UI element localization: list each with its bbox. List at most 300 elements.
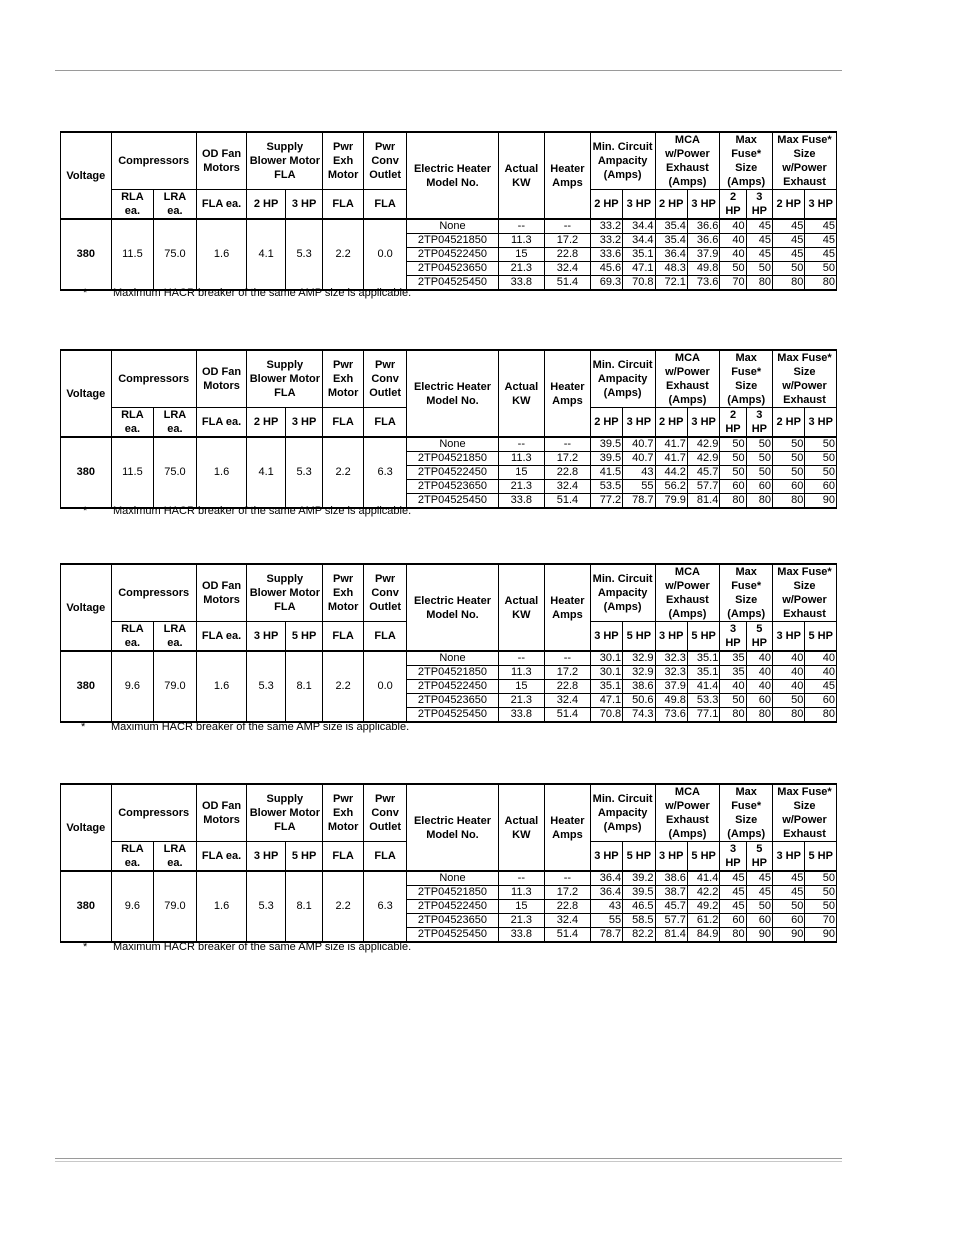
mca-b-cell: 81.4 (687, 494, 719, 509)
min-circuit-a-cell: 39.5 (590, 437, 622, 452)
heater-model-header: Electric Heater Model No. (407, 784, 498, 871)
max-fuse-pe-a-cell: 50 (773, 437, 805, 452)
actual-kw-cell: -- (498, 871, 545, 886)
max-fuse-pe-b-cell: 50 (805, 871, 837, 886)
max-fuse-pe-a-cell: 50 (773, 262, 805, 276)
heater-model-cell: 2TP04523650 (407, 480, 498, 494)
heater-model-header: Electric Heater Model No. (407, 132, 498, 219)
min-circuit-hp-b-subheader: 5 HP (623, 842, 655, 872)
mca-hp-b-subheader: 3 HP (687, 190, 719, 220)
max-fuse-b-cell: 80 (746, 494, 772, 509)
electrical-data-table-2 (60, 349, 837, 509)
actual-kw-cell: 15 (498, 900, 545, 914)
min-circuit-a-cell: 55 (590, 914, 622, 928)
heater-model-cell: 2TP04522450 (407, 680, 498, 694)
voltage-value: 380 (61, 651, 112, 722)
heater-model-cell: 2TP04525450 (407, 928, 498, 943)
voltage-value: 380 (61, 871, 112, 942)
heater-model-cell: 2TP04525450 (407, 708, 498, 723)
min-circuit-header: Min. Circuit Ampacity (Amps) (590, 564, 655, 622)
min-circuit-a-cell: 41.5 (590, 466, 622, 480)
max-fuse-b-cell: 60 (746, 694, 772, 708)
mca-b-cell: 42.9 (687, 452, 719, 466)
lra-subheader: LRA ea. (154, 408, 197, 438)
max-fuse-a-cell: 40 (720, 234, 746, 248)
mca-a-cell: 41.7 (655, 452, 687, 466)
od-fan-fla-value: 1.6 (196, 651, 247, 722)
heater-model-cell: 2TP04522450 (407, 900, 498, 914)
actual-kw-cell: 33.8 (498, 276, 545, 291)
footnote-asterisk: * (81, 721, 86, 733)
od-fan-fla-value: 1.6 (196, 219, 247, 290)
pwr-conv-value: 0.0 (363, 219, 407, 290)
max-fuse-a-cell: 50 (720, 437, 746, 452)
max-fuse-pe-b-cell: 90 (805, 494, 837, 509)
max-fuse-pe-b-cell: 45 (805, 248, 837, 262)
mca-a-cell: 35.4 (655, 219, 687, 234)
footer-rule-secondary (55, 1161, 842, 1162)
supply-blower-header: Supply Blower Motor FLA (247, 350, 323, 408)
od-fan-header: OD Fan Motors (196, 132, 247, 190)
blower-hp-b-value: 8.1 (285, 651, 322, 722)
max-fuse-hp-a-subheader: 2 HP (720, 408, 746, 438)
od-fan-header: OD Fan Motors (196, 784, 247, 842)
od-fan-fla-subheader: FLA ea. (196, 408, 247, 438)
max-fuse-pe-b-cell: 40 (805, 651, 837, 666)
footnote-3 (81, 721, 409, 733)
header-row (61, 132, 837, 190)
heater-amps-cell: 22.8 (545, 466, 591, 480)
max-fuse-a-cell: 50 (720, 694, 746, 708)
heater-amps-cell: 22.8 (545, 248, 591, 262)
pwr-conv-fla-subheader: FLA (363, 408, 407, 438)
max-fuse-hp-b-subheader: 3 HP (746, 190, 772, 220)
min-circuit-a-cell: 78.7 (590, 928, 622, 943)
mca-a-cell: 41.7 (655, 437, 687, 452)
mca-power-exhaust-header: MCA w/Power Exhaust (Amps) (655, 132, 720, 190)
heater-amps-cell: 32.4 (545, 480, 591, 494)
min-circuit-a-cell: 33.2 (590, 219, 622, 234)
voltage-header: Voltage (61, 784, 112, 871)
footnote-text: Maximum HACR breaker of the same AMP size is applicable. (111, 721, 410, 733)
heater-model-cell: 2TP04521850 (407, 886, 498, 900)
table-row (61, 219, 837, 234)
lra-subheader: LRA ea. (154, 622, 197, 652)
heater-amps-cell: -- (545, 871, 591, 886)
heater-amps-cell: 51.4 (545, 928, 591, 943)
max-fuse-a-cell: 80 (720, 928, 746, 943)
compressors-header: Compressors (111, 132, 196, 190)
min-circuit-b-cell: 39.5 (623, 886, 655, 900)
od-fan-fla-subheader: FLA ea. (196, 190, 247, 220)
max-fuse-b-cell: 45 (746, 886, 772, 900)
pwr-conv-header: Pwr Conv Outlet (363, 784, 407, 842)
pwr-conv-value: 6.3 (363, 437, 407, 508)
max-fuse-header: Max Fuse* Size (Amps) (720, 350, 773, 408)
actual-kw-cell: 33.8 (498, 928, 545, 943)
max-fuse-b-cell: 50 (746, 437, 772, 452)
max-fuse-a-cell: 50 (720, 466, 746, 480)
blower-hp-b-subheader: 3 HP (285, 190, 322, 220)
heater-amps-header: Heater Amps (545, 784, 591, 871)
table-row (61, 437, 837, 452)
mca-hp-a-subheader: 2 HP (655, 408, 687, 438)
max-fuse-a-cell: 35 (720, 666, 746, 680)
max-fuse-b-cell: 45 (746, 219, 772, 234)
max-fuse-header: Max Fuse* Size (Amps) (720, 132, 773, 190)
mca-b-cell: 45.7 (687, 466, 719, 480)
heater-amps-header: Heater Amps (545, 132, 591, 219)
heater-model-cell: 2TP04523650 (407, 262, 498, 276)
max-fuse-pe-b-cell: 60 (805, 480, 837, 494)
min-circuit-b-cell: 47.1 (623, 262, 655, 276)
max-fuse-pe-a-cell: 45 (773, 248, 805, 262)
heater-model-cell: 2TP04523650 (407, 694, 498, 708)
mca-b-cell: 61.2 (687, 914, 719, 928)
max-fuse-a-cell: 45 (720, 900, 746, 914)
min-circuit-a-cell: 30.1 (590, 666, 622, 680)
actual-kw-cell: -- (498, 219, 545, 234)
min-circuit-b-cell: 46.5 (623, 900, 655, 914)
heater-amps-cell: 51.4 (545, 708, 591, 723)
blower-hp-b-subheader: 5 HP (285, 622, 322, 652)
pwr-exh-value: 2.2 (323, 871, 364, 942)
min-circuit-b-cell: 58.5 (623, 914, 655, 928)
spec-table (60, 349, 837, 509)
max-fuse-b-cell: 80 (746, 708, 772, 723)
max-fuse-hp-b-subheader: 5 HP (746, 842, 772, 872)
heater-amps-cell: 51.4 (545, 494, 591, 509)
max-fuse-pe-hp-a-subheader: 2 HP (773, 190, 805, 220)
max-fuse-hp-a-subheader: 3 HP (720, 622, 746, 652)
spec-table (60, 783, 837, 943)
min-circuit-hp-b-subheader: 5 HP (623, 622, 655, 652)
mca-b-cell: 36.6 (687, 234, 719, 248)
max-fuse-header: Max Fuse* Size (Amps) (720, 784, 773, 842)
max-fuse-pe-a-cell: 50 (773, 466, 805, 480)
mca-b-cell: 53.3 (687, 694, 719, 708)
blower-hp-a-subheader: 2 HP (247, 190, 285, 220)
pwr-conv-value: 0.0 (363, 651, 407, 722)
voltage-header: Voltage (61, 564, 112, 651)
max-fuse-a-cell: 45 (720, 871, 746, 886)
lra-value: 75.0 (154, 219, 197, 290)
max-fuse-pe-a-cell: 60 (773, 914, 805, 928)
max-fuse-pe-b-cell: 50 (805, 466, 837, 480)
pwr-exh-fla-subheader: FLA (323, 408, 364, 438)
mca-a-cell: 73.6 (655, 708, 687, 723)
footnote-asterisk: * (83, 941, 88, 953)
pwr-conv-header: Pwr Conv Outlet (363, 350, 407, 408)
max-fuse-pe-hp-b-subheader: 3 HP (805, 408, 837, 438)
max-fuse-pe-hp-a-subheader: 2 HP (773, 408, 805, 438)
min-circuit-a-cell: 35.1 (590, 680, 622, 694)
od-fan-fla-value: 1.6 (196, 871, 247, 942)
max-fuse-pe-hp-a-subheader: 3 HP (773, 842, 805, 872)
mca-a-cell: 36.4 (655, 248, 687, 262)
od-fan-header: OD Fan Motors (196, 564, 247, 622)
blower-hp-a-subheader: 2 HP (247, 408, 285, 438)
heater-amps-header: Heater Amps (545, 350, 591, 437)
max-fuse-b-cell: 40 (746, 680, 772, 694)
heater-model-cell: None (407, 651, 498, 666)
max-fuse-a-cell: 60 (720, 914, 746, 928)
min-circuit-b-cell: 35.1 (623, 248, 655, 262)
mca-hp-b-subheader: 5 HP (687, 622, 719, 652)
mca-a-cell: 48.3 (655, 262, 687, 276)
pwr-conv-header: Pwr Conv Outlet (363, 564, 407, 622)
max-fuse-b-cell: 60 (746, 480, 772, 494)
compressors-header: Compressors (111, 564, 196, 622)
heater-amps-cell: -- (545, 437, 591, 452)
rla-subheader: RLA ea. (111, 622, 154, 652)
pwr-exh-value: 2.2 (323, 437, 364, 508)
max-fuse-pe-a-cell: 45 (773, 871, 805, 886)
max-fuse-pe-b-cell: 90 (805, 928, 837, 943)
max-fuse-hp-b-subheader: 3 HP (746, 408, 772, 438)
mca-b-cell: 84.9 (687, 928, 719, 943)
blower-hp-a-subheader: 3 HP (247, 622, 285, 652)
heater-model-cell: 2TP04525450 (407, 494, 498, 509)
heater-amps-cell: 17.2 (545, 452, 591, 466)
min-circuit-a-cell: 30.1 (590, 651, 622, 666)
mca-b-cell: 57.7 (687, 480, 719, 494)
pwr-exh-header: Pwr Exh Motor (323, 350, 364, 408)
blower-hp-b-value: 5.3 (285, 437, 322, 508)
min-circuit-b-cell: 34.4 (623, 219, 655, 234)
min-circuit-hp-a-subheader: 3 HP (590, 842, 622, 872)
rla-subheader: RLA ea. (111, 408, 154, 438)
mca-a-cell: 35.4 (655, 234, 687, 248)
max-fuse-pe-b-cell: 60 (805, 694, 837, 708)
pwr-exh-fla-subheader: FLA (323, 622, 364, 652)
compressors-header: Compressors (111, 784, 196, 842)
pwr-conv-fla-subheader: FLA (363, 842, 407, 872)
max-fuse-pe-hp-b-subheader: 5 HP (805, 842, 837, 872)
max-fuse-pe-b-cell: 45 (805, 219, 837, 234)
heater-amps-cell: 22.8 (545, 900, 591, 914)
rla-value: 9.6 (111, 651, 154, 722)
max-fuse-b-cell: 45 (746, 234, 772, 248)
rla-value: 9.6 (111, 871, 154, 942)
min-circuit-b-cell: 38.6 (623, 680, 655, 694)
mca-a-cell: 49.8 (655, 694, 687, 708)
max-fuse-pe-b-cell: 50 (805, 437, 837, 452)
heater-model-cell: 2TP04521850 (407, 234, 498, 248)
max-fuse-pe-b-cell: 50 (805, 262, 837, 276)
heater-model-header: Electric Heater Model No. (407, 564, 498, 651)
min-circuit-b-cell: 55 (623, 480, 655, 494)
heater-amps-cell: 17.2 (545, 234, 591, 248)
heater-model-cell: None (407, 871, 498, 886)
max-fuse-pe-b-cell: 40 (805, 666, 837, 680)
heater-model-header: Electric Heater Model No. (407, 350, 498, 437)
min-circuit-a-cell: 36.4 (590, 871, 622, 886)
max-fuse-a-cell: 50 (720, 262, 746, 276)
mca-b-cell: 49.8 (687, 262, 719, 276)
mca-a-cell: 32.3 (655, 651, 687, 666)
max-fuse-a-cell: 40 (720, 219, 746, 234)
actual-kw-cell: 11.3 (498, 886, 545, 900)
min-circuit-hp-a-subheader: 2 HP (590, 408, 622, 438)
blower-hp-b-value: 8.1 (285, 871, 322, 942)
min-circuit-b-cell: 78.7 (623, 494, 655, 509)
mca-b-cell: 36.6 (687, 219, 719, 234)
header-row (61, 564, 837, 622)
voltage-value: 380 (61, 437, 112, 508)
blower-hp-b-subheader: 3 HP (285, 408, 322, 438)
blower-hp-a-value: 4.1 (247, 219, 285, 290)
max-fuse-pe-a-cell: 40 (773, 666, 805, 680)
min-circuit-b-cell: 70.8 (623, 276, 655, 291)
min-circuit-a-cell: 43 (590, 900, 622, 914)
max-fuse-b-cell: 50 (746, 452, 772, 466)
mca-power-exhaust-header: MCA w/Power Exhaust (Amps) (655, 784, 720, 842)
min-circuit-hp-b-subheader: 3 HP (623, 190, 655, 220)
mca-a-cell: 45.7 (655, 900, 687, 914)
lra-value: 75.0 (154, 437, 197, 508)
mca-hp-a-subheader: 3 HP (655, 622, 687, 652)
lra-value: 79.0 (154, 871, 197, 942)
lra-subheader: LRA ea. (154, 190, 197, 220)
mca-b-cell: 49.2 (687, 900, 719, 914)
lra-subheader: LRA ea. (154, 842, 197, 872)
blower-hp-b-value: 5.3 (285, 219, 322, 290)
min-circuit-b-cell: 32.9 (623, 666, 655, 680)
max-fuse-b-cell: 50 (746, 900, 772, 914)
min-circuit-header: Min. Circuit Ampacity (Amps) (590, 132, 655, 190)
max-fuse-b-cell: 60 (746, 914, 772, 928)
mca-a-cell: 37.9 (655, 680, 687, 694)
pwr-exh-fla-subheader: FLA (323, 842, 364, 872)
lra-value: 79.0 (154, 651, 197, 722)
max-fuse-power-exhaust-header: Max Fuse* Size w/Power Exhaust (773, 784, 837, 842)
heater-model-cell: None (407, 219, 498, 234)
min-circuit-a-cell: 47.1 (590, 694, 622, 708)
heater-amps-cell: 17.2 (545, 666, 591, 680)
min-circuit-a-cell: 39.5 (590, 452, 622, 466)
max-fuse-pe-hp-a-subheader: 3 HP (773, 622, 805, 652)
max-fuse-pe-b-cell: 80 (805, 276, 837, 291)
od-fan-fla-subheader: FLA ea. (196, 622, 247, 652)
voltage-header: Voltage (61, 132, 112, 219)
header-row (61, 350, 837, 408)
max-fuse-a-cell: 40 (720, 248, 746, 262)
blower-hp-a-subheader: 3 HP (247, 842, 285, 872)
max-fuse-pe-b-cell: 50 (805, 452, 837, 466)
actual-kw-header: Actual KW (498, 132, 545, 219)
actual-kw-cell: 33.8 (498, 708, 545, 723)
rla-subheader: RLA ea. (111, 190, 154, 220)
actual-kw-cell: 21.3 (498, 262, 545, 276)
supply-blower-header: Supply Blower Motor FLA (247, 784, 323, 842)
od-fan-header: OD Fan Motors (196, 350, 247, 408)
max-fuse-b-cell: 90 (746, 928, 772, 943)
voltage-value: 380 (61, 219, 112, 290)
pwr-exh-header: Pwr Exh Motor (323, 132, 364, 190)
actual-kw-header: Actual KW (498, 784, 545, 871)
pwr-exh-value: 2.2 (323, 651, 364, 722)
max-fuse-a-cell: 45 (720, 886, 746, 900)
actual-kw-cell: 21.3 (498, 694, 545, 708)
actual-kw-header: Actual KW (498, 564, 545, 651)
max-fuse-a-cell: 35 (720, 651, 746, 666)
max-fuse-a-cell: 70 (720, 276, 746, 291)
max-fuse-pe-a-cell: 80 (773, 494, 805, 509)
footnote-asterisk: * (83, 505, 88, 517)
mca-a-cell: 38.6 (655, 871, 687, 886)
mca-a-cell: 44.2 (655, 466, 687, 480)
electrical-data-table-4 (60, 783, 837, 943)
max-fuse-pe-a-cell: 50 (773, 900, 805, 914)
heater-model-cell: 2TP04522450 (407, 466, 498, 480)
max-fuse-pe-a-cell: 45 (773, 219, 805, 234)
table-row (61, 871, 837, 886)
min-circuit-a-cell: 70.8 (590, 708, 622, 723)
header-rule (55, 70, 842, 71)
mca-b-cell: 35.1 (687, 651, 719, 666)
max-fuse-pe-b-cell: 70 (805, 914, 837, 928)
heater-model-cell: 2TP04521850 (407, 452, 498, 466)
max-fuse-a-cell: 60 (720, 480, 746, 494)
min-circuit-b-cell: 40.7 (623, 452, 655, 466)
footnote-text: Maximum HACR breaker of the same AMP size is applicable. (113, 287, 412, 299)
actual-kw-cell: 15 (498, 248, 545, 262)
footnote-4 (83, 941, 411, 953)
max-fuse-pe-a-cell: 40 (773, 651, 805, 666)
max-fuse-pe-b-cell: 50 (805, 886, 837, 900)
min-circuit-b-cell: 34.4 (623, 234, 655, 248)
mca-b-cell: 73.6 (687, 276, 719, 291)
footnote-text: Maximum HACR breaker of the same AMP size is applicable. (113, 505, 412, 517)
mca-b-cell: 42.2 (687, 886, 719, 900)
max-fuse-pe-a-cell: 45 (773, 234, 805, 248)
heater-amps-cell: 32.4 (545, 694, 591, 708)
heater-model-cell: 2TP04525450 (407, 276, 498, 291)
blower-hp-a-value: 5.3 (247, 871, 285, 942)
mca-a-cell: 72.1 (655, 276, 687, 291)
max-fuse-pe-a-cell: 80 (773, 276, 805, 291)
blower-hp-b-subheader: 5 HP (285, 842, 322, 872)
rla-subheader: RLA ea. (111, 842, 154, 872)
compressors-header: Compressors (111, 350, 196, 408)
max-fuse-pe-a-cell: 50 (773, 694, 805, 708)
min-circuit-b-cell: 82.2 (623, 928, 655, 943)
electrical-data-table-3 (60, 563, 837, 723)
max-fuse-b-cell: 45 (746, 248, 772, 262)
max-fuse-pe-b-cell: 45 (805, 234, 837, 248)
max-fuse-a-cell: 50 (720, 452, 746, 466)
max-fuse-hp-a-subheader: 2 HP (720, 190, 746, 220)
mca-b-cell: 77.1 (687, 708, 719, 723)
mca-hp-b-subheader: 3 HP (687, 408, 719, 438)
min-circuit-a-cell: 33.2 (590, 234, 622, 248)
max-fuse-pe-a-cell: 60 (773, 480, 805, 494)
actual-kw-cell: 33.8 (498, 494, 545, 509)
footnote-text: Maximum HACR breaker of the same AMP size is applicable. (113, 941, 412, 953)
actual-kw-cell: 15 (498, 680, 545, 694)
min-circuit-header: Min. Circuit Ampacity (Amps) (590, 350, 655, 408)
pwr-conv-header: Pwr Conv Outlet (363, 132, 407, 190)
electrical-data-table-1 (60, 131, 837, 291)
mca-a-cell: 81.4 (655, 928, 687, 943)
min-circuit-b-cell: 39.2 (623, 871, 655, 886)
min-circuit-b-cell: 40.7 (623, 437, 655, 452)
max-fuse-a-cell: 40 (720, 680, 746, 694)
supply-blower-header: Supply Blower Motor FLA (247, 564, 323, 622)
spec-table (60, 563, 837, 723)
heater-amps-cell: 32.4 (545, 914, 591, 928)
